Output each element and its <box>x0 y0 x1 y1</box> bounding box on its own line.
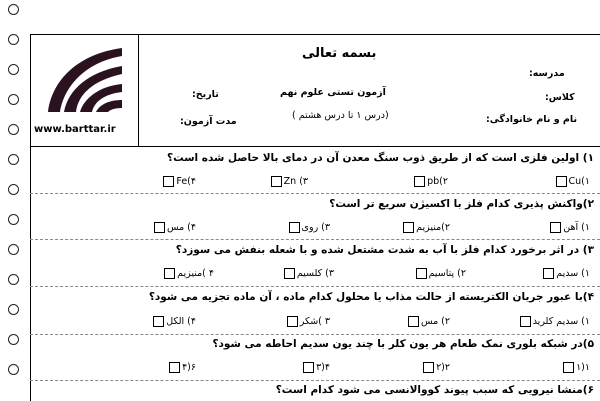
option-5-2[interactable]: ۲(۲ <box>421 362 450 373</box>
website-url: www.barttar.ir <box>34 124 116 135</box>
binding-hole <box>8 244 19 255</box>
answer-checkbox[interactable] <box>550 222 561 233</box>
binding-hole <box>8 334 19 345</box>
answer-checkbox[interactable] <box>563 362 574 373</box>
answer-checkbox[interactable] <box>414 176 425 187</box>
option-1-4[interactable]: Fe(۴ <box>161 176 196 187</box>
page-title: بسمه تعالی <box>302 46 377 61</box>
question-5: ۵)در شبکه بلوری نمک طعام هر یون کلر با چند یون سدیم احاطه می شود؟ <box>212 338 594 350</box>
answer-checkbox[interactable] <box>287 316 298 327</box>
class-label: کلاس: <box>545 92 575 103</box>
binding-hole <box>8 64 19 75</box>
option-2-3[interactable]: ۳) روی <box>287 222 330 233</box>
answer-checkbox[interactable] <box>556 176 567 187</box>
binding-hole <box>8 4 19 15</box>
option-4-4[interactable]: ۴) الکل <box>151 316 196 327</box>
school-label: مدرسه: <box>529 68 565 79</box>
answer-checkbox[interactable] <box>403 222 414 233</box>
binding-hole <box>8 154 19 165</box>
answer-checkbox[interactable] <box>271 176 282 187</box>
option-3-3[interactable]: ۳) کلسیم <box>282 268 334 279</box>
divider <box>30 193 600 194</box>
question-2: ۲)واکنش پذیری کدام فلز با اکسیژن سریع تر است؟ <box>329 198 594 210</box>
date-label: تاریخ: <box>192 89 219 100</box>
barttar-logo-icon <box>30 34 138 124</box>
divider <box>30 239 600 240</box>
option-1-2[interactable]: pb(۲ <box>412 176 448 187</box>
answer-checkbox[interactable] <box>163 176 174 187</box>
binding-hole <box>8 364 19 375</box>
answer-checkbox[interactable] <box>423 362 434 373</box>
answer-checkbox[interactable] <box>289 222 300 233</box>
answer-checkbox[interactable] <box>154 222 165 233</box>
question-6: ۶)منشا نیرویی که سبب پیوند کووالانسی می شود کدام است؟ <box>275 384 594 396</box>
answer-checkbox[interactable] <box>416 268 427 279</box>
name-label: نام و نام خانوادگی: <box>486 114 578 125</box>
answer-checkbox[interactable] <box>284 268 295 279</box>
binding-hole <box>8 214 19 225</box>
answer-checkbox[interactable] <box>164 268 175 279</box>
option-3-4[interactable]: ۴ )منیزیم <box>162 268 214 279</box>
option-1-1[interactable]: Cu(۱ <box>554 176 590 187</box>
binding-hole <box>8 274 19 285</box>
binding-hole <box>8 34 19 45</box>
binding-hole <box>8 184 19 195</box>
question-4: ۴)با عبور جریان الکتریسته از حالت مذاب یا محلول کدام ماده ، آن ماده تجزیه می شود؟ <box>148 291 594 303</box>
answer-checkbox[interactable] <box>520 316 531 327</box>
option-2-2[interactable]: ۲)منیزیم <box>401 222 450 233</box>
answer-checkbox[interactable] <box>153 316 164 327</box>
exam-header <box>30 34 600 147</box>
answer-checkbox[interactable] <box>543 268 554 279</box>
answer-checkbox[interactable] <box>169 362 180 373</box>
question-3: ۳) در اثر برخورد کدام فلز با آب به شدت مشتعل شده و با شعله بنفش می سوزد؟ <box>175 244 594 256</box>
binding-strip <box>0 0 26 400</box>
duration-label: مدت آزمون: <box>180 116 237 127</box>
option-5-1[interactable]: ۱(۱ <box>561 362 590 373</box>
option-3-2[interactable]: ۲) پتاسیم <box>414 268 466 279</box>
binding-hole <box>8 124 19 135</box>
binding-hole <box>8 94 19 105</box>
answer-checkbox[interactable] <box>303 362 314 373</box>
divider <box>30 286 600 287</box>
exam-lessons: (درس ۱ تا درس هشتم ) <box>292 110 389 121</box>
option-2-1[interactable]: ۱) آهن <box>548 222 590 233</box>
option-5-4[interactable]: ۶(۴ <box>167 362 196 373</box>
option-2-4[interactable]: ۴) مس <box>152 222 196 233</box>
divider <box>30 380 600 381</box>
option-3-1[interactable]: ۱) سدیم <box>541 268 590 279</box>
option-4-1[interactable]: ۱) سدیم کلرید <box>518 316 590 327</box>
option-1-3[interactable]: Zn (۳ <box>269 176 308 187</box>
question-1: ۱) اولین فلزی است که از طریق ذوب سنگ معدن آن در دمای بالا حاصل شده است؟ <box>166 152 594 164</box>
option-4-3[interactable]: ۳ )شکر <box>285 316 330 327</box>
option-5-3[interactable]: ۴(۳ <box>301 362 330 373</box>
exam-title: آزمون تستی علوم نهم <box>280 87 386 98</box>
binding-hole <box>8 304 19 315</box>
divider <box>30 334 600 335</box>
logo-area <box>30 34 139 146</box>
answer-checkbox[interactable] <box>408 316 419 327</box>
option-4-2[interactable]: ۲) مس <box>406 316 450 327</box>
